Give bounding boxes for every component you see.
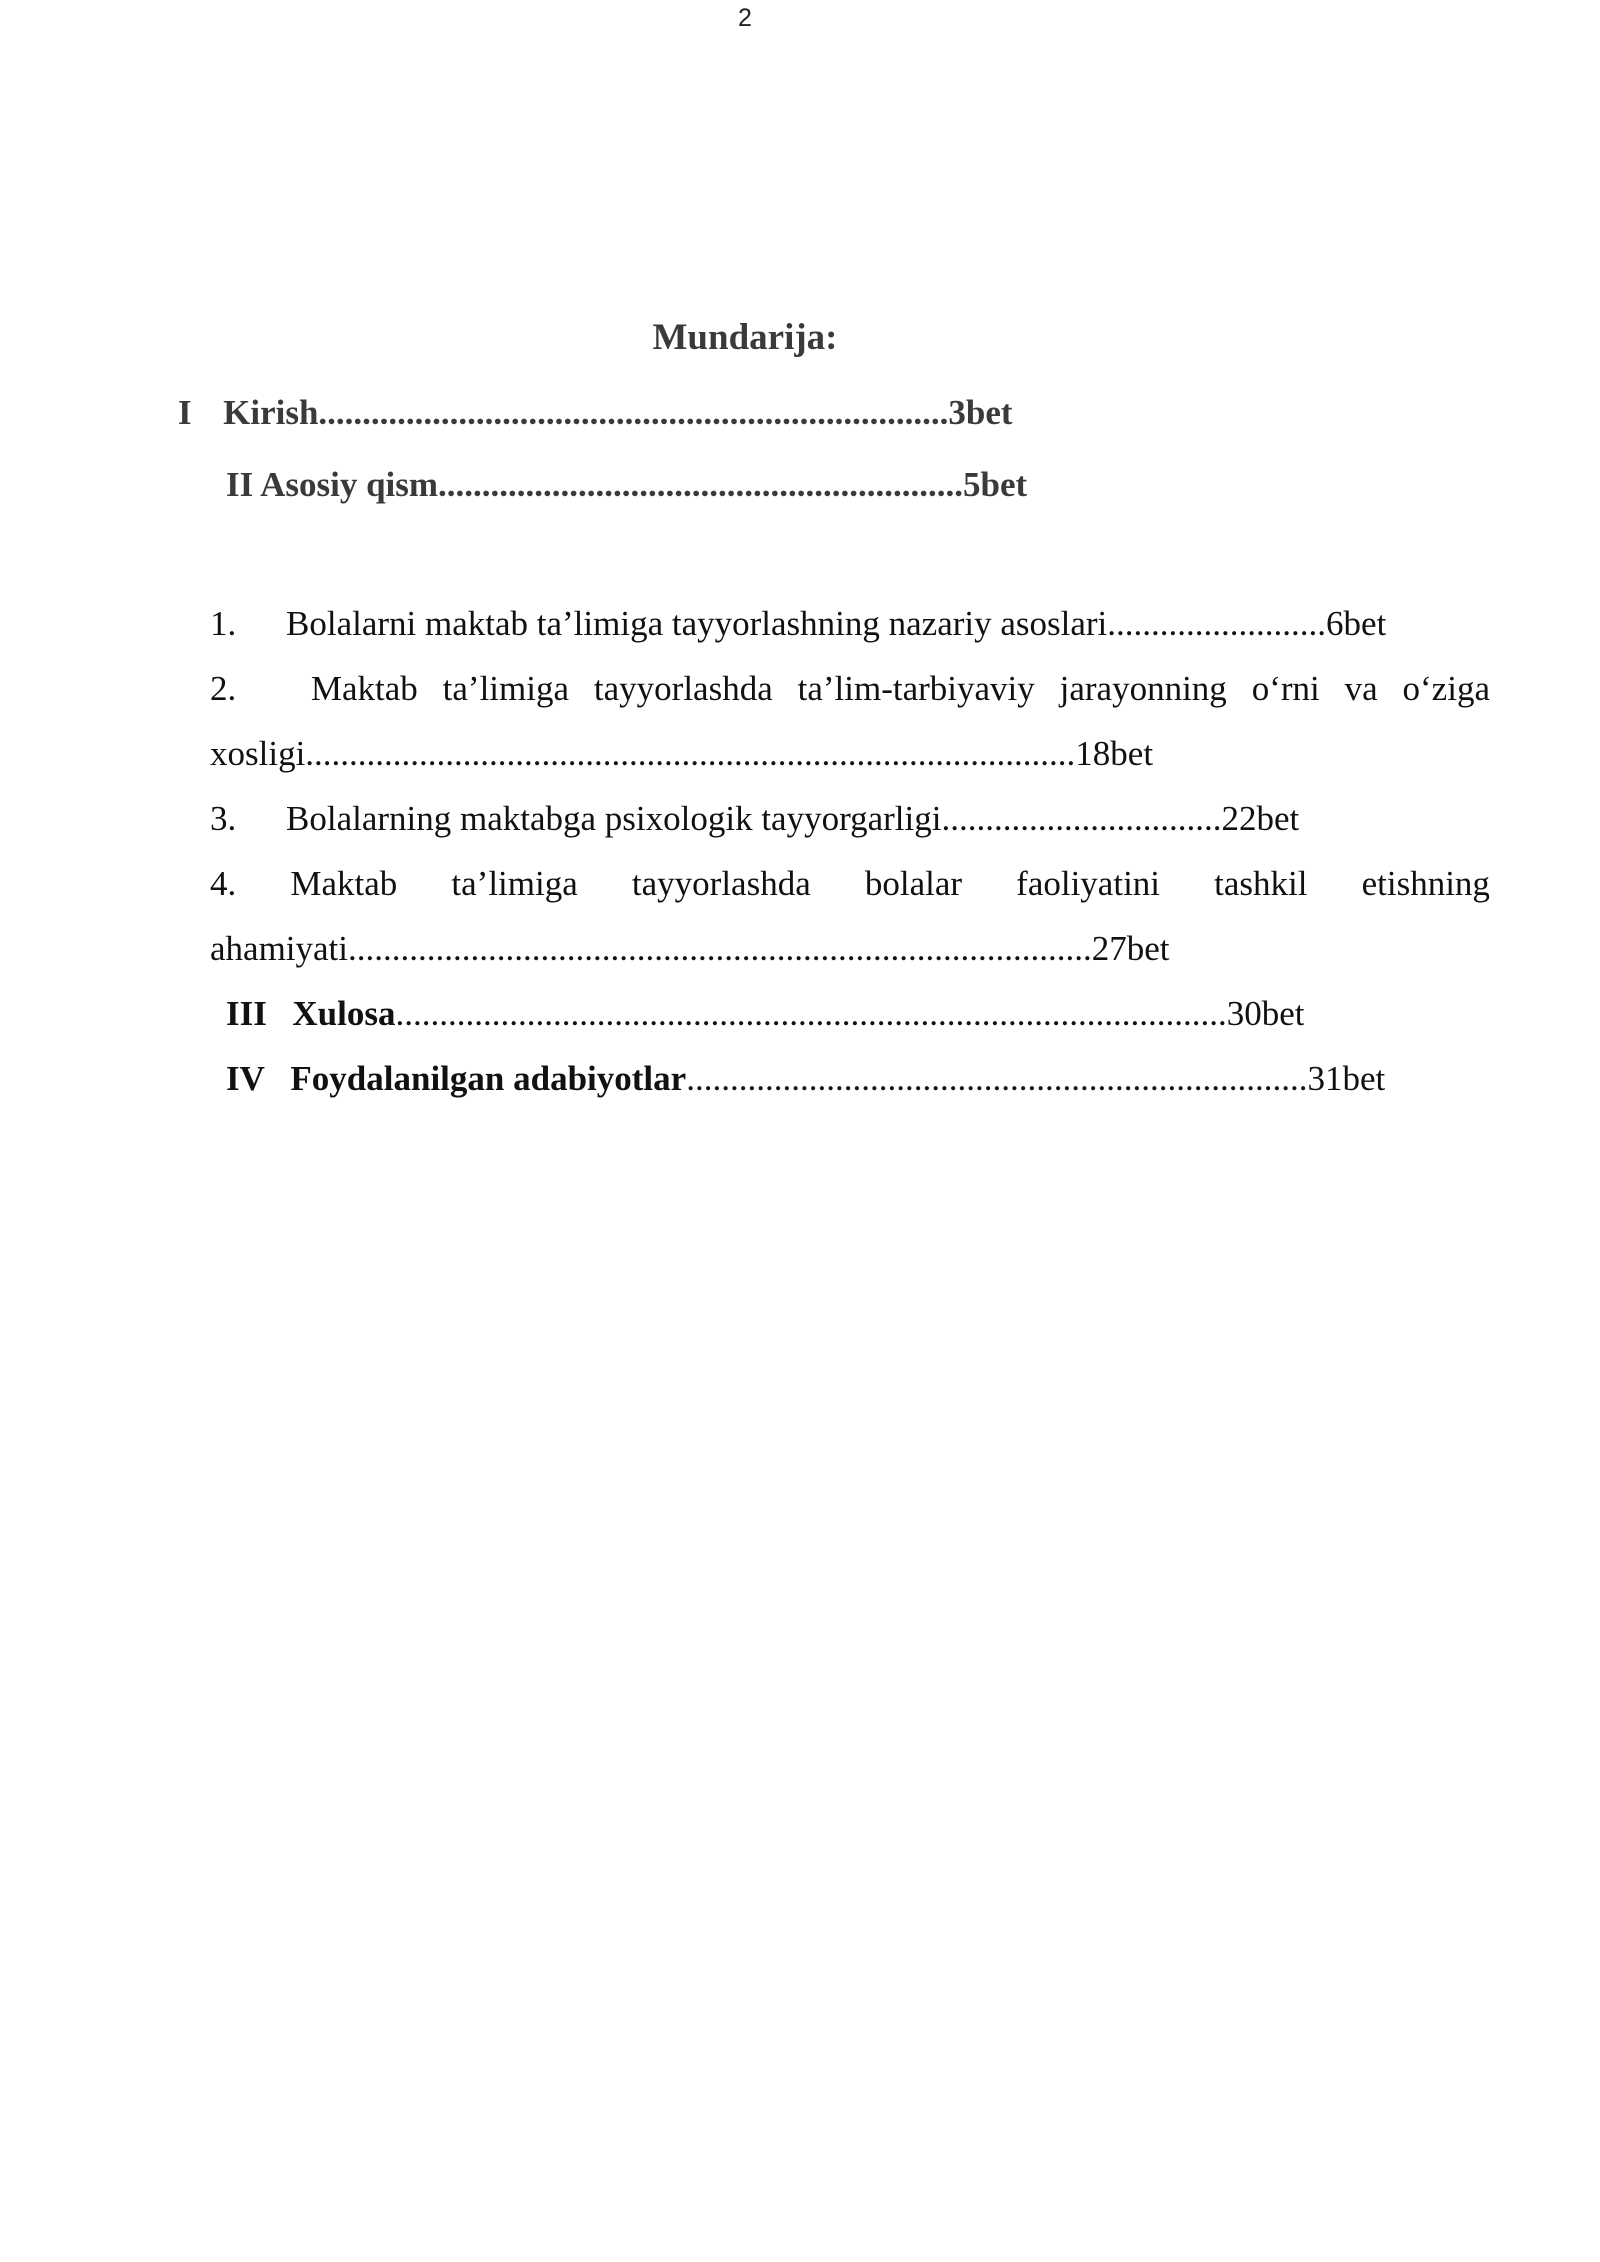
- roman-numeral: I: [178, 393, 192, 432]
- item-number: 3.: [210, 799, 237, 838]
- leader-dots: ............................................................: [438, 465, 964, 504]
- toc-title: Mundarija:: [652, 317, 838, 358]
- leader-dots: ........................................................................................: [305, 734, 1076, 773]
- entry-label: Foydalanilgan adabiyotlar: [290, 1059, 687, 1098]
- entry-text: Bolalarni maktab ta’limiga tayyorlashning nazariy asoslari: [286, 604, 1108, 643]
- toc-entry-asosiy-qism: [226, 460, 1027, 510]
- entry-page: 30bet: [1226, 994, 1305, 1033]
- roman-numeral: III: [226, 994, 267, 1033]
- entry-page: 5bet: [963, 465, 1028, 504]
- item-number: 2.: [210, 669, 237, 708]
- word: bolalar: [864, 864, 963, 903]
- toc-entry-4-line2: [210, 924, 1170, 974]
- word: o‘rni: [1251, 669, 1320, 708]
- entry-page: 31bet: [1307, 1059, 1386, 1098]
- word: o‘ziga: [1402, 669, 1490, 708]
- roman-numeral: II: [226, 465, 254, 504]
- toc-entry-kirish: [178, 388, 1013, 438]
- word: etishning: [1361, 864, 1490, 903]
- entry-page: 18bet: [1075, 734, 1154, 773]
- toc-entry-1: [210, 599, 1386, 649]
- entry-label: Kirish: [223, 393, 319, 432]
- page-number: 2: [738, 4, 752, 32]
- word: ta’lim-tarbiyaviy: [797, 669, 1035, 708]
- word: ta’limiga: [442, 669, 570, 708]
- word: jarayonning: [1059, 669, 1227, 708]
- toc-entry-2-line2: [210, 729, 1153, 779]
- roman-numeral: IV: [226, 1059, 265, 1098]
- item-number: 1.: [210, 604, 237, 643]
- toc-entry-xulosa: [226, 989, 1304, 1039]
- item-number: 4.: [210, 864, 237, 903]
- word: va: [1344, 669, 1378, 708]
- word: tayyorlashda: [631, 864, 811, 903]
- leader-dots: ...............................................................................................: [395, 994, 1227, 1033]
- word: tashkil: [1214, 864, 1308, 903]
- leader-dots: .....................................................................................: [348, 929, 1092, 968]
- word: faoliyatini: [1016, 864, 1161, 903]
- toc-entry-4-line1: [210, 859, 1490, 909]
- toc-entry-adabiyotlar: [226, 1054, 1385, 1104]
- entry-label: Xulosa: [292, 994, 396, 1033]
- toc-entry-3: [210, 794, 1299, 844]
- entry-text: Bolalarning maktabga psixologik tayyorgarligi: [286, 799, 942, 838]
- word: tayyorlashda: [593, 669, 773, 708]
- entry-label: Asosiy qism: [260, 465, 439, 504]
- entry-page: 3bet: [948, 393, 1013, 432]
- leader-dots: ................................: [941, 799, 1222, 838]
- entry-page: 27bet: [1091, 929, 1170, 968]
- word: Maktab: [290, 864, 398, 903]
- leader-dots: .......................................................................: [686, 1059, 1308, 1098]
- entry-text: xosligi: [210, 734, 306, 773]
- word: Maktab: [310, 669, 418, 708]
- leader-dots: .........................: [1107, 604, 1327, 643]
- entry-text: ahamiyati: [210, 929, 349, 968]
- entry-page: 6bet: [1326, 604, 1387, 643]
- leader-dots: ........................................................................: [318, 393, 949, 432]
- word: ta’limiga: [451, 864, 578, 903]
- toc-entry-2-line1: [210, 664, 1490, 714]
- entry-page: 22bet: [1221, 799, 1300, 838]
